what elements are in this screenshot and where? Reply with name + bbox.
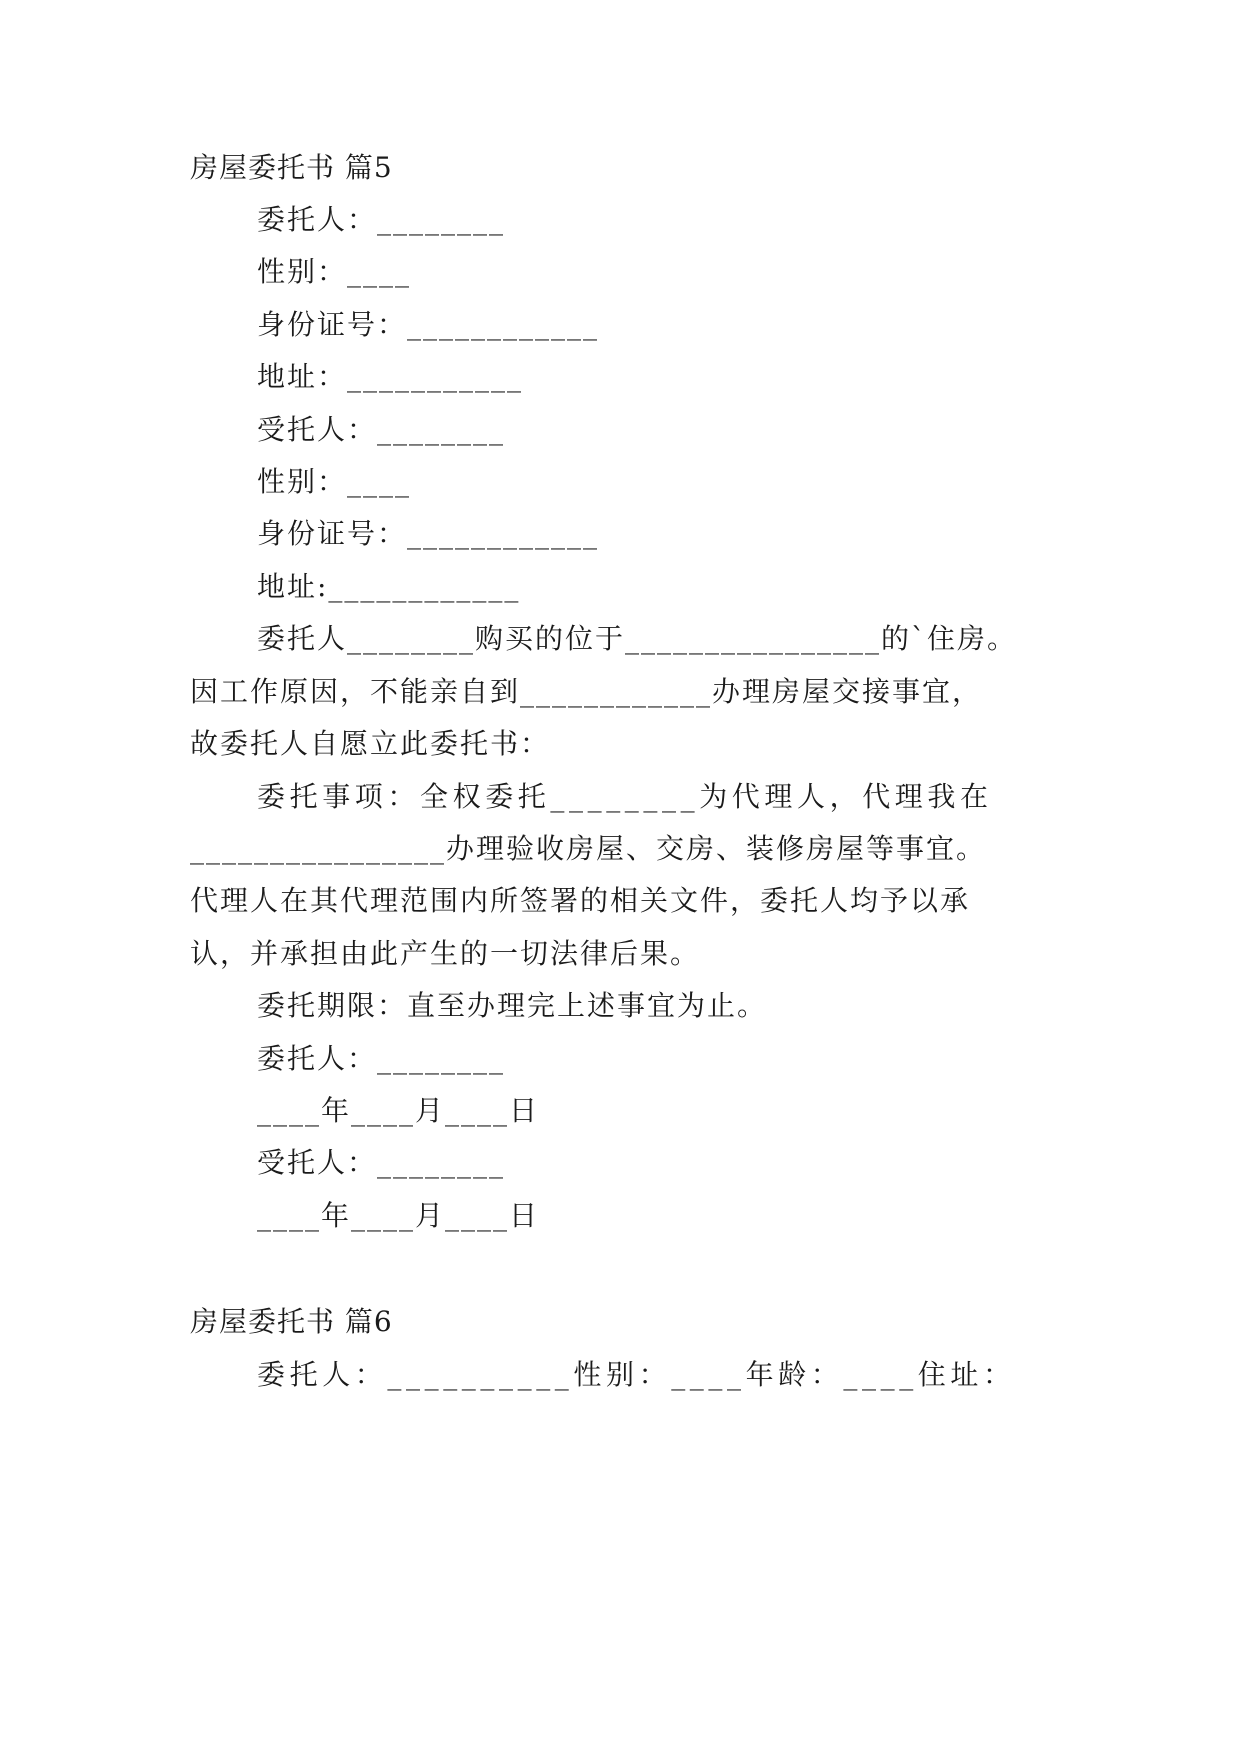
body-paragraph-line: 故委托人自愿立此委托书： (190, 727, 551, 760)
agent-id-line: 身份证号：____________ (257, 517, 600, 550)
principal-signature-line: 委托人：________ (257, 1042, 506, 1075)
body-paragraph-line: 因工作原因，不能亲自到____________办理房屋交接事宜， (190, 675, 983, 708)
entrusted-matters-line: 认，并承担由此产生的一切法律后果。 (190, 937, 701, 970)
agent-date-line: ____年____月____日 (257, 1199, 540, 1232)
entrusted-matters-line: 代理人在其代理范围内所签署的相关文件，委托人均予以承 (190, 884, 971, 917)
principal-gender-line: 性别：____ (257, 255, 412, 288)
agent-signature-line: 受托人：________ (257, 1146, 506, 1179)
body-paragraph-line: 委托人________购买的位于________________的`住房。 (257, 622, 1018, 655)
term-line: 委托期限：直至办理完上述事宜为止。 (257, 989, 768, 1022)
entrusted-matters-line: 委托事项：全权委托________为代理人，代理我在 (257, 780, 993, 813)
section-5-title: 房屋委托书 篇5 (190, 151, 393, 184)
principal-address-line: 地址：___________ (257, 360, 524, 393)
entrusted-matters-line: ________________办理验收房屋、交房、装修房屋等事宜。 (190, 832, 987, 865)
section-6-principal-line: 委托人：__________性别：____年龄：____住址： (257, 1358, 1016, 1391)
principal-date-line: ____年____月____日 (257, 1094, 540, 1127)
agent-name-line: 受托人：________ (257, 413, 506, 446)
agent-address-line: 地址:____________ (257, 570, 521, 603)
principal-id-line: 身份证号：____________ (257, 308, 600, 341)
agent-gender-line: 性别：____ (257, 465, 412, 498)
section-6-title: 房屋委托书 篇6 (190, 1305, 393, 1338)
principal-name-line: 委托人：________ (257, 203, 506, 236)
